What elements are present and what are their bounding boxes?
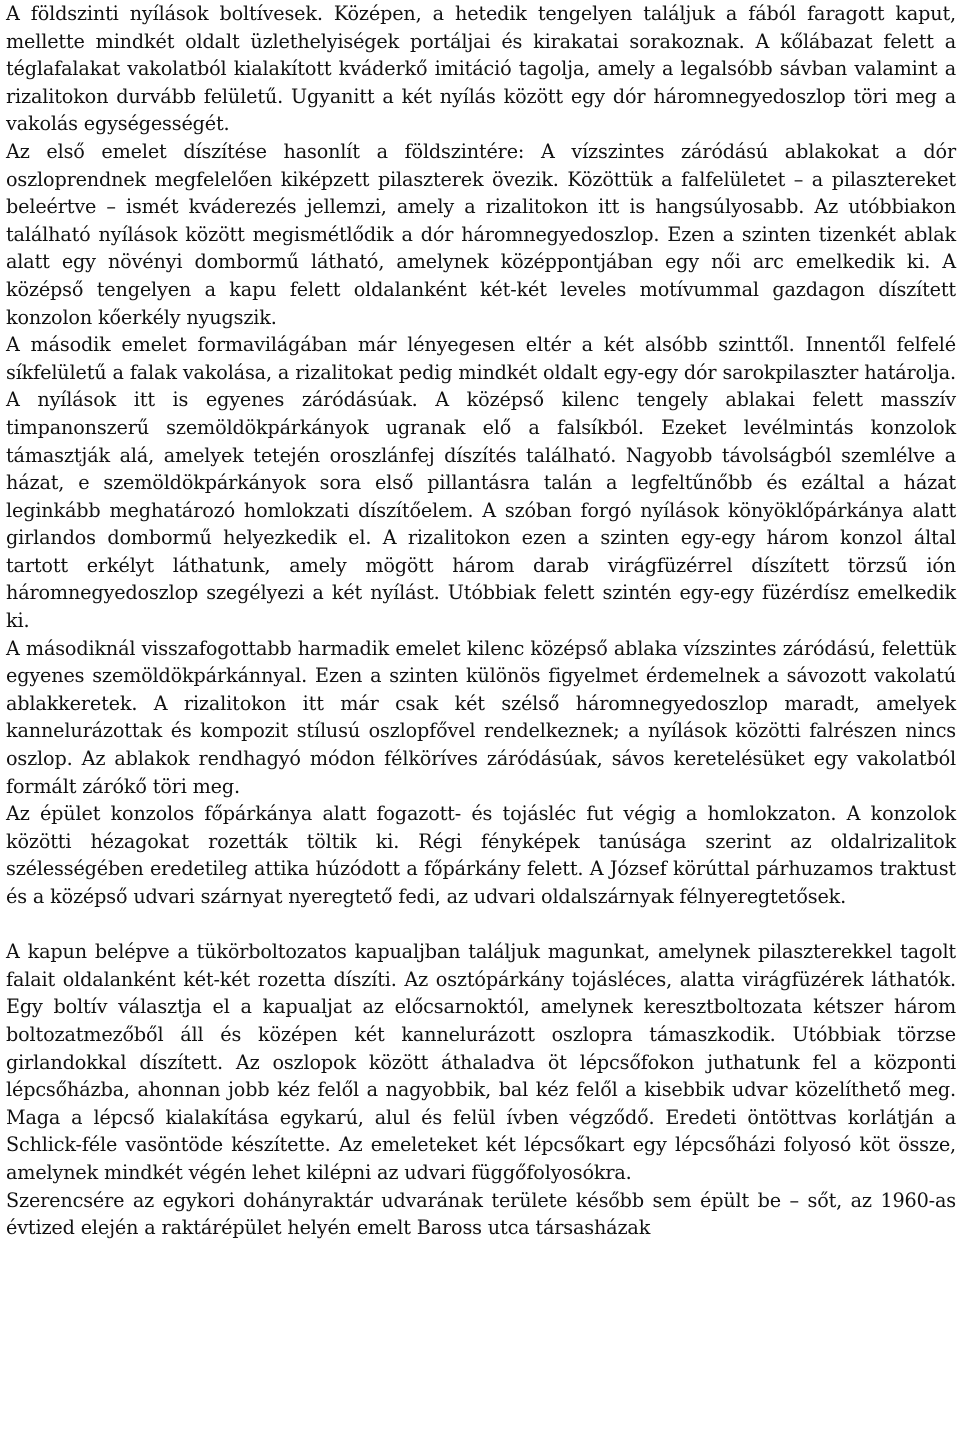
paragraph-third-floor: A másodiknál visszafogottabb harmadik emelet kilenc középső ablaka vízszintes záródású, felettük egyenes szemöldökpárkánnyal. Ezen a szinten különös figyelmet érdemelnek a sávozott vakolatú ablakkeretek. A rizalitokon itt már csak két szélső háromnegyedoszlop maradt, amelyek kannelurázottak és kompozit stílusú oszlopfővel rendelkeznek; a nyílások közötti falrészen nincs oszlop. Az ablakok rendhagyó módon félköríves záródásúak, sávos keretelésüket egy vakolatból formált zárókő töri meg. xyxy=(6,636,956,798)
paragraph-gateway: A kapun belépve a tükörboltozatos kapualjban találjuk magunkat, amelynek pilaszterekkel tagolt falait oldalanként két-két rozetta díszíti. Az osztópárkány tojásléces, alatta virágfüzérek láthatók. Egy boltív választja el a kapualjat az előcsarnoktól, amelynek keresztboltozata kétszer három boltozatmezőből áll és középen két kannelurázott oszlopra támaszkodik. Utóbbiak törzse girlandokkal díszített. Az oszlopok között áthaladva öt lépcsőfokon juthatunk fel a központi lépcsőházba, ahonnan jobb kéz felől a nagyobbik, bal kéz felől a kisebbik udvar közelíthető meg. Maga a lépcső kialakítása egykarú, alul és felül ívben végződő. Eredeti öntöttvas korlátján a Schlick-féle vasöntöde készítette. Az emeleteket két lépcsőkart egy lépcsőházi folyosó köt össze, amelynek mindkét végén lehet kilépni az udvari függőfolyosókra. xyxy=(6,940,956,1184)
paragraph-cornice: Az épület konzolos főpárkánya alatt fogazott- és tojásléc fut végig a homlokzaton. A konzolok közötti hézagokat rozetták töltik ki. Régi fényképek tanúsága szerint az oldalrizalitok szélességében eredetileg attika húzódott a főpárkány felett. A József körúttal párhuzamos traktust és a középső udvari szárnyat nyeregtető fedi, az udvari oldalszárnyak félnyeregtetősek. xyxy=(6,802,956,908)
document-page xyxy=(6,0,956,1242)
paragraph-gap xyxy=(6,911,956,939)
paragraph-courtyard: Szerencsére az egykori dohányraktár udvarának területe később sem épült be – sőt, az 1960-as évtized elején a raktárépület helyén emelt Baross utca társasházak xyxy=(6,1188,956,1240)
paragraph-second-floor: A második emelet formavilágában már lényegesen eltér a két alsóbb szinttől. Innentől felfelé síkfelületű a falak vakolása, a rizalitokat pedig mindkét oldalt egy-egy dór sarokpilaszter határolja. A nyílások itt is egyenes záródásúak. A középső kilenc tengely ablakai felett masszív timpanonszerű szemöldökpárkányok ugranak elő a falsíkból. Ezeket levélmintás konzolok támasztják alá, amelyek tetején oroszlánfej díszítés található. Nagyobb távolságból szemlélve a házat, e szemöldökpárkányok sora első pillantásra talán a legfeltűnőbb és ezáltal a házat leginkább meghatározó homlokzati díszítőelem. A szóban forgó nyílások könyöklőpárkánya alatt girlandos dombormű helyezkedik el. A rizalitokon ezen a szinten egy-egy három konzol által tartott erkélyt láthatunk, amely mögött három darab virágfüzérrel díszített törzsű ión háromnegyedoszlop szegélyezi a két nyílást. Utóbbiak felett szintén egy-egy füzérdísz emelkedik ki. xyxy=(6,333,956,633)
paragraph-ground-floor: A földszinti nyílások boltívesek. Középen, a hetedik tengelyen találjuk a fából faragott kaput, mellette mindkét oldalt üzlethelyiségek portáljai és kirakatai sorakoznak. A kőlábazat felett a téglafalakat vakolatból kialakított kváderkő imitáció tagolja, amely a legalsóbb sávban valamint a rizalitokon durvább felületű. Ugyanitt a két nyílás között egy dór háromnegyedoszlop töri meg a vakolás egységességét. xyxy=(6,2,956,136)
paragraph-first-floor: Az első emelet díszítése hasonlít a földszintére: A vízszintes záródású ablakokat a dór oszloprendnek megfelelően kiképzett pilaszterek övezik. Közöttük a falfelületet – a pilasztereket beleértve – ismét kváderezés jellemzi, amely a rizalitokon itt is hangsúlyosabb. Az utóbbiakon található nyílások között megismétlődik a dór háromnegyedoszlop. Ezen a szinten tizenkét ablak alatt egy növényi dombormű látható, amelynek középpontjában egy női arc emelkedik ki. A középső tengelyen a kapu felett oldalanként két-két leveles motívummal gazdagon díszített konzolon kőerkély nyugszik. xyxy=(6,139,956,329)
